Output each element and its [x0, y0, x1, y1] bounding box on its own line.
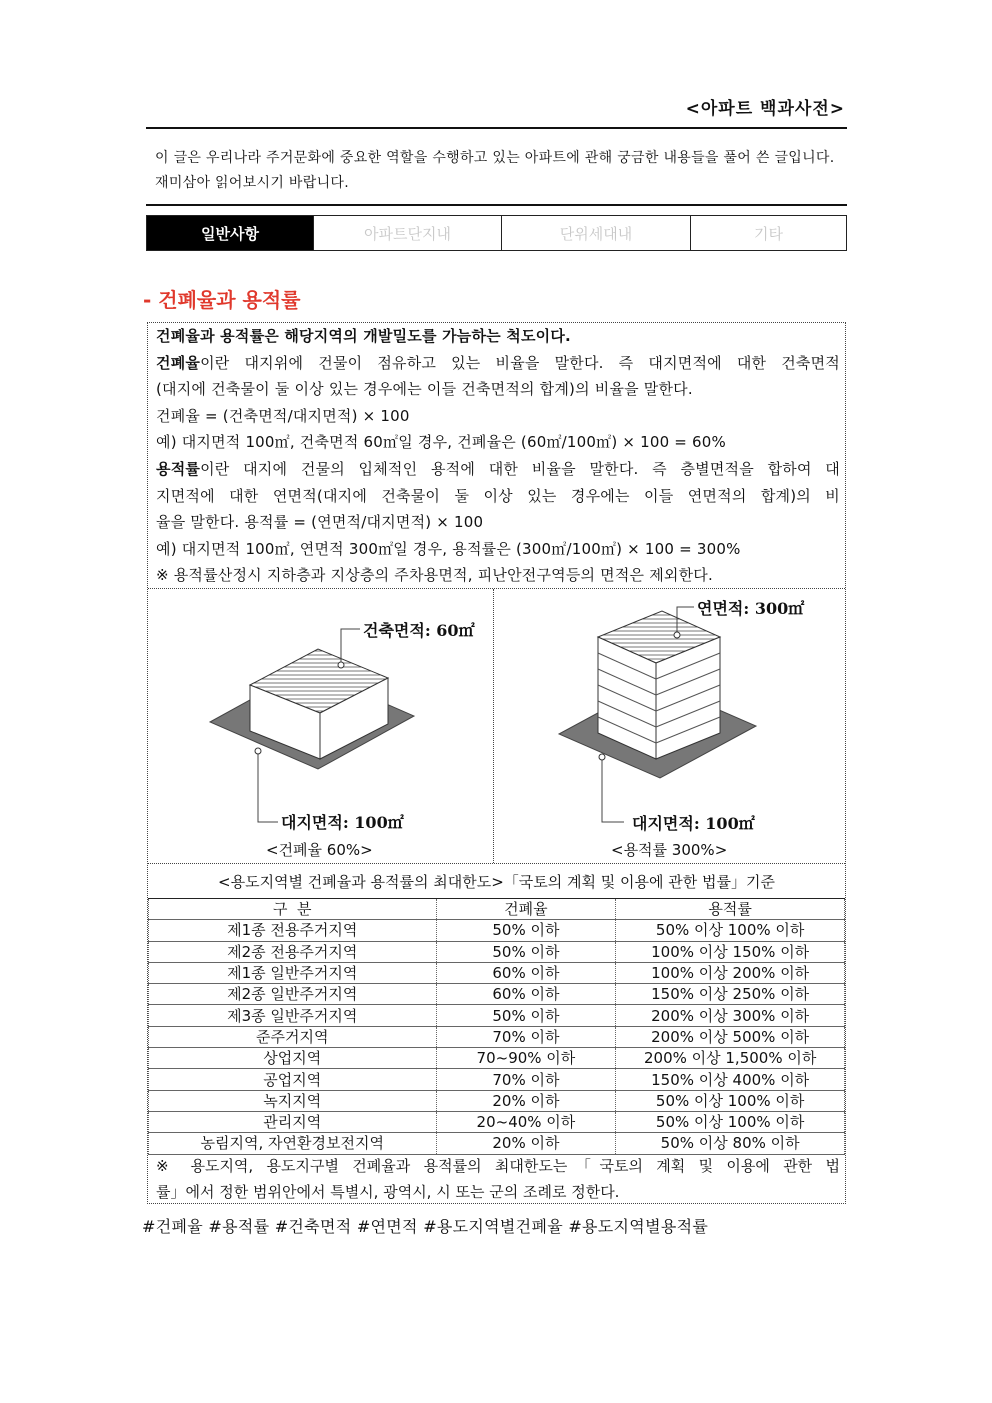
intro-divider: [146, 204, 847, 206]
coverage-cell: 20% 이하: [436, 1133, 616, 1154]
category-tabs: [146, 215, 847, 251]
zone-name-cell: 녹지지역: [149, 1090, 437, 1111]
floor-area-label: 연면적: 300㎡: [694, 596, 807, 619]
far-cell: 50% 이상 100% 이하: [616, 920, 845, 941]
coverage-line-1: 이란 대지위에 건물이 점유하고 있는 비율을 말한다. 즉 대지면적에 대한 건축면적: [200, 353, 840, 372]
coverage-cell: 60% 이하: [436, 962, 616, 983]
intro-text: 이 글은 우리나라 주거문화에 중요한 역할을 수행하고 있는 아파트에 관해 궁금한 내용들을 풀어 쓴 글입니다. 재미삼아 읽어보시기 바랍니다.: [155, 150, 835, 191]
far-cell: 50% 이상 100% 이하: [616, 1090, 845, 1111]
far-cell: 100% 이상 150% 이하: [616, 941, 845, 962]
coverage-cell: 20~40% 이하: [436, 1111, 616, 1132]
definition-heading: 건폐율과 용적률은 해당지역의 개발밀도를 가늠하는 척도이다.: [156, 327, 571, 345]
table-header-row: [149, 899, 845, 920]
table-row: [149, 962, 845, 983]
zone-name-cell: 제2종 일반주거지역: [149, 984, 437, 1005]
coverage-caption: <건폐율 60%>: [266, 841, 373, 859]
far-caption: <용적률 300%>: [611, 841, 728, 859]
far-cell: 150% 이상 250% 이하: [616, 984, 845, 1005]
table-row: [149, 1090, 845, 1111]
far-term: 용적률: [156, 459, 201, 478]
site-area-label-right: 대지면적: 100㎡: [629, 811, 758, 834]
far-note: ※ 용적률산정시 지하층과 지상층의 주차용면적, 피난안전구역등의 면적은 제외한다.: [156, 566, 713, 585]
tab-etc[interactable]: 기타: [690, 216, 846, 250]
table-row: [149, 1026, 845, 1047]
far-example: 예) 대지면적 100㎡, 연면적 300㎡일 경우, 용적률은 (300㎡/100㎡) × 100 = 300%: [156, 539, 741, 558]
coverage-cell: 20% 이하: [436, 1090, 616, 1111]
leader-dot: [255, 748, 261, 754]
table-row: [149, 1111, 845, 1132]
leader-dot: [338, 662, 344, 668]
far-cell: 200% 이상 300% 이하: [616, 1005, 845, 1026]
content-box: [147, 322, 846, 1204]
zone-name-cell: 제3종 일반주거지역: [149, 1005, 437, 1026]
zone-name-cell: 관리지역: [149, 1111, 437, 1132]
zone-name-cell: 제1종 일반주거지역: [149, 962, 437, 983]
zone-name-cell: 농림지역, 자연환경보전지역: [149, 1133, 437, 1154]
far-cell: 200% 이상 1,500% 이하: [616, 1048, 845, 1069]
table-note-line-2: 률」에서 정한 범위안에서 특별시, 광역시, 시 또는 군의 조례로 정한다.: [156, 1183, 620, 1201]
far-line-3: 율을 말한다. 용적률 = (연면적/대지면적) × 100: [156, 513, 484, 532]
coverage-cell: 50% 이하: [436, 941, 616, 962]
coverage-term: 건폐율: [156, 353, 201, 372]
coverage-cell: 70% 이하: [436, 1069, 616, 1090]
coverage-formula: 건폐율 = (건축면적/대지면적) × 100: [156, 406, 410, 425]
table-row: [149, 1069, 845, 1090]
table-row: [149, 1048, 845, 1069]
far-cell: 50% 이상 80% 이하: [616, 1133, 845, 1154]
tab-general[interactable]: 일반사항: [147, 216, 313, 250]
coverage-example: 예) 대지면적 100㎡, 건축면적 60㎡일 경우, 건폐율은 (60㎡/100㎡) × 100 = 60%: [156, 433, 726, 452]
leader-dot: [674, 632, 680, 638]
hashtags: #건폐율 #용적률 #건축면적 #연면적 #용도지역별건폐율 #용도지역별용적률: [142, 1217, 709, 1236]
coverage-building-diagram: [210, 629, 414, 822]
title-divider: [146, 127, 847, 129]
zone-name-cell: 제1종 전용주거지역: [149, 920, 437, 941]
leader-line: [602, 757, 624, 822]
zone-name-cell: 공업지역: [149, 1069, 437, 1090]
far-cell: 50% 이상 100% 이하: [616, 1111, 845, 1132]
table-row: [149, 984, 845, 1005]
tab-unit[interactable]: 단위세대내: [501, 216, 690, 250]
zone-table-caption: <용도지역별 건폐율과 용적률의 최대한도>「국토의 계획 및 이용에 관한 법률」기준: [218, 873, 775, 891]
building-area-label: 건축면적: 60㎡: [360, 618, 478, 641]
table-row: [149, 920, 845, 941]
zone-table: [148, 898, 845, 1155]
far-cell: 150% 이상 400% 이하: [616, 1069, 845, 1090]
header-category: 구 분: [149, 899, 437, 920]
tab-apartment-complex[interactable]: 아파트단지내: [313, 216, 501, 250]
table-note: [156, 1153, 840, 1205]
far-cell: 100% 이상 200% 이하: [616, 962, 845, 983]
header-coverage: 건폐율: [436, 899, 616, 920]
coverage-cell: 50% 이하: [436, 1005, 616, 1026]
far-building-diagram: [559, 607, 756, 822]
coverage-cell: 60% 이하: [436, 984, 616, 1005]
coverage-cell: 70~90% 이하: [436, 1048, 616, 1069]
zone-name-cell: 상업지역: [149, 1048, 437, 1069]
definition-block: [156, 323, 840, 589]
coverage-cell: 70% 이하: [436, 1026, 616, 1047]
illustration-panel: [148, 588, 845, 864]
coverage-cell: 50% 이하: [436, 920, 616, 941]
table-note-line-1: ※ 용도지역, 용도지구별 건폐율과 용적률의 최대한도는「국토의 계획 및 이용에 관한 법: [156, 1157, 840, 1175]
table-row: [149, 941, 845, 962]
document-title: <아파트 백과사전>: [685, 99, 845, 119]
zone-name-cell: 준주거지역: [149, 1026, 437, 1047]
site-area-label-left: 대지면적: 100㎡: [278, 810, 407, 833]
table-row: [149, 1133, 845, 1154]
section-title: - 건폐율과 용적률: [143, 288, 301, 312]
table-row: [149, 1005, 845, 1026]
far-line-1: 이란 대지에 건물의 입체적인 용적에 대한 비율을 말한다. 즉 층별면적을 합하여 대: [200, 459, 840, 478]
leader-dot: [599, 754, 605, 760]
header-far: 용적률: [616, 899, 845, 920]
coverage-line-2: (대지에 건축물이 둘 이상 있는 경우에는 이들 건축면적의 합계)의 비율을 말한다.: [156, 380, 693, 399]
far-line-2: 지면적에 대한 연면적(대지에 건축물이 둘 이상 있는 경우에는 이들 연면적의 합계)의 비: [156, 486, 840, 505]
zone-name-cell: 제2종 전용주거지역: [149, 941, 437, 962]
far-cell: 200% 이상 500% 이하: [616, 1026, 845, 1047]
